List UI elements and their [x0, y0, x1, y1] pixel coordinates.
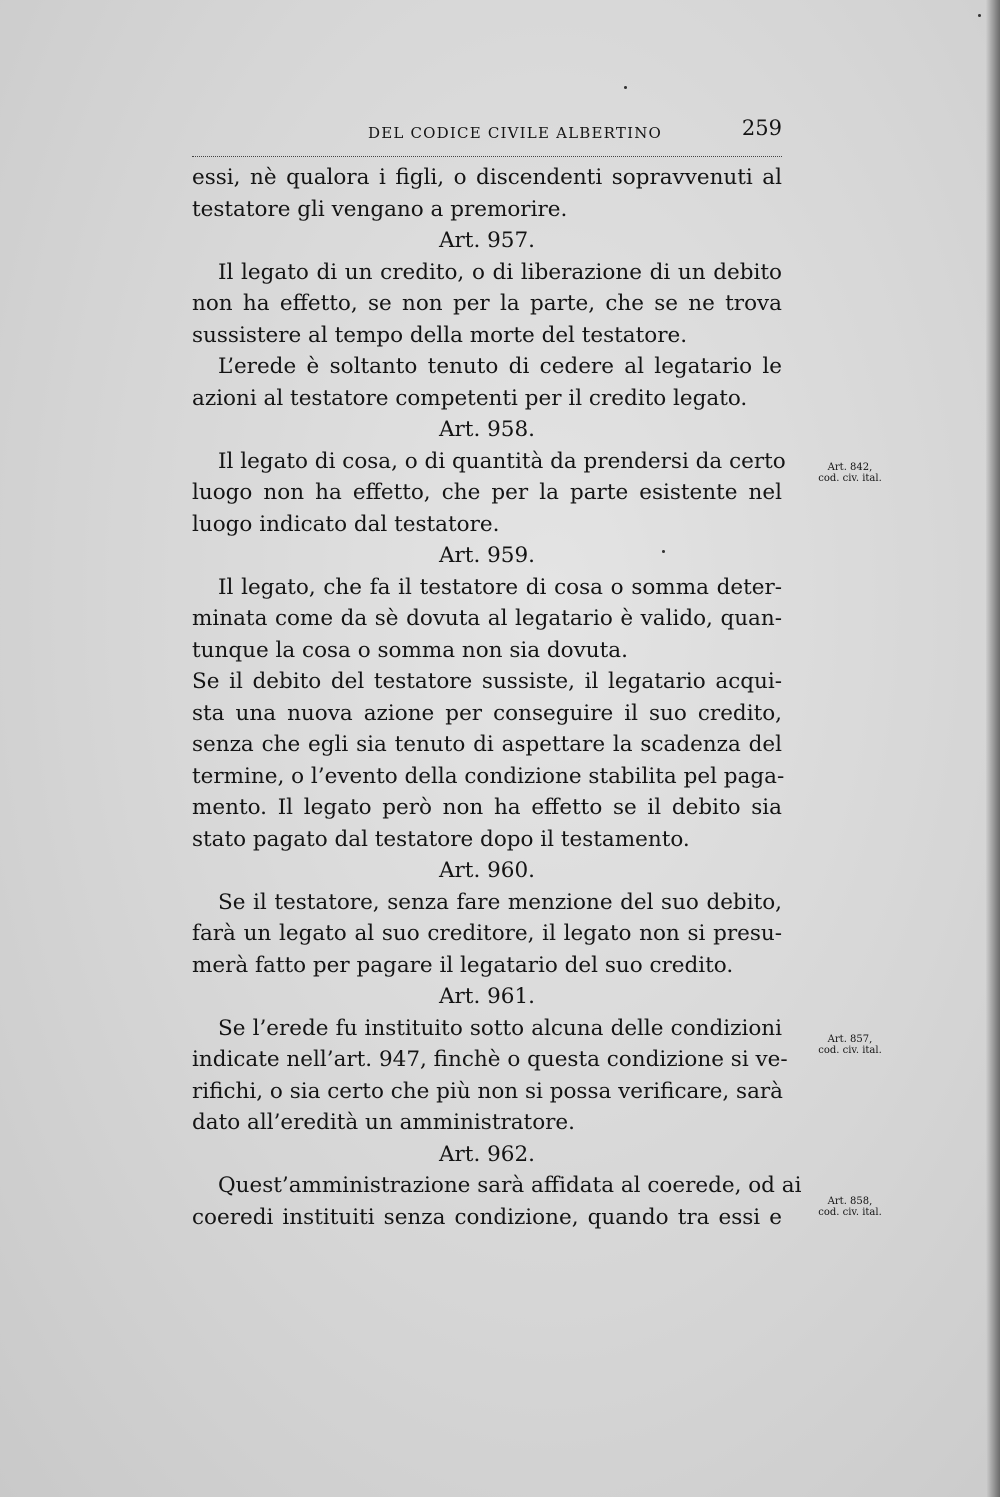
text-line: Il legato di cosa, o di quantità da prendersi da certo [218, 448, 786, 474]
article-heading: Art. 957. [439, 228, 535, 253]
running-head: DEL CODICE CIVILE ALBERTINO [368, 124, 663, 142]
text-line: L’erede è soltanto tenuto di cedere al legatario le [218, 354, 782, 379]
text-line: azioni al testatore competenti per il credito legato. [192, 385, 748, 411]
text-line: non ha effetto, se non per la parte, che se ne trova [192, 291, 782, 316]
text-line: mento. Il legato però non ha effetto se il debito sia [192, 795, 782, 820]
text-line: Se il testatore, senza fare menzione del suo debito, [218, 889, 782, 915]
page-number: 259 [741, 116, 782, 140]
text-line: essi, nè qualora i figli, o discendenti sopravvenuti al [192, 165, 782, 190]
article-heading: Art. 959. [439, 543, 535, 568]
text-line: sussistere al tempo della morte del testatore. [192, 322, 688, 348]
text-line: dato all’eredità un amministratore. [192, 1110, 575, 1135]
text-line: Quest’amministrazione sarà affidata al coerede, od ai [218, 1173, 802, 1198]
text-line: merà fatto per pagare il legatario del suo credito. [192, 952, 734, 978]
page-header [192, 114, 782, 144]
margin-note-code: cod. civ. ital. [818, 473, 882, 484]
text-line: luogo non ha effetto, che per la parte esistente nel [192, 480, 782, 505]
text-line: testatore gli vengano a premorire. [192, 196, 568, 222]
margin-note-article: Art. 842, [827, 462, 873, 473]
text-line: Se l’erede fu instituito sotto alcuna delle condizioni [218, 1015, 782, 1041]
text-line: sta una nuova azione per conseguire il suo credito, [192, 700, 782, 726]
header-rule [192, 156, 782, 157]
text-line: farà un legato al suo creditore, il legato non si presu- [192, 921, 782, 946]
text-line: termine, o l’evento della condizione stabilita pel paga- [192, 763, 785, 789]
article-heading: Art. 958. [439, 417, 535, 442]
margin-note-code: cod. civ. ital. [818, 1207, 882, 1218]
text-line: minata come da sè dovuta al legatario è valido, quan- [192, 606, 782, 631]
text-line: rifichi, o sia certo che più non si possa verificare, sarà [192, 1078, 783, 1104]
margin-note [800, 1034, 900, 1056]
margin-note-article: Art. 858, [827, 1196, 873, 1207]
text-line: luogo indicato dal testatore. [192, 511, 500, 537]
article-heading: Art. 962. [439, 1141, 535, 1167]
text-line: indicate nell’art. 947, finchè o questa condizione si ve- [192, 1047, 788, 1072]
margin-note-article: Art. 857, [827, 1034, 873, 1045]
margin-note [800, 1196, 900, 1218]
text-line: Il legato di un credito, o di liberazione di un debito [218, 259, 782, 285]
article-heading: Art. 960. [439, 858, 535, 883]
margin-note-code: cod. civ. ital. [818, 1045, 882, 1056]
text-line: coeredi instituiti senza condizione, quando tra essi e [192, 1204, 782, 1230]
body-text [192, 162, 802, 1233]
text-line: stato pagato dal testatore dopo il testamento. [192, 826, 690, 852]
text-line: tunque la cosa o somma non sia dovuta. [192, 637, 628, 663]
text-line: senza che egli sia tenuto di aspettare la scadenza del [192, 732, 782, 757]
article-heading: Art. 961. [439, 984, 535, 1009]
paper-speck [662, 550, 665, 553]
text-line: Il legato, che fa il testatore di cosa o somma deter- [218, 574, 782, 600]
paper-speck [978, 14, 981, 17]
margin-note [800, 462, 900, 484]
paper-speck [624, 86, 627, 89]
text-line: Se il debito del testatore sussiste, il legatario acqui- [192, 669, 782, 694]
page-edge-shadow [986, 0, 1000, 1497]
